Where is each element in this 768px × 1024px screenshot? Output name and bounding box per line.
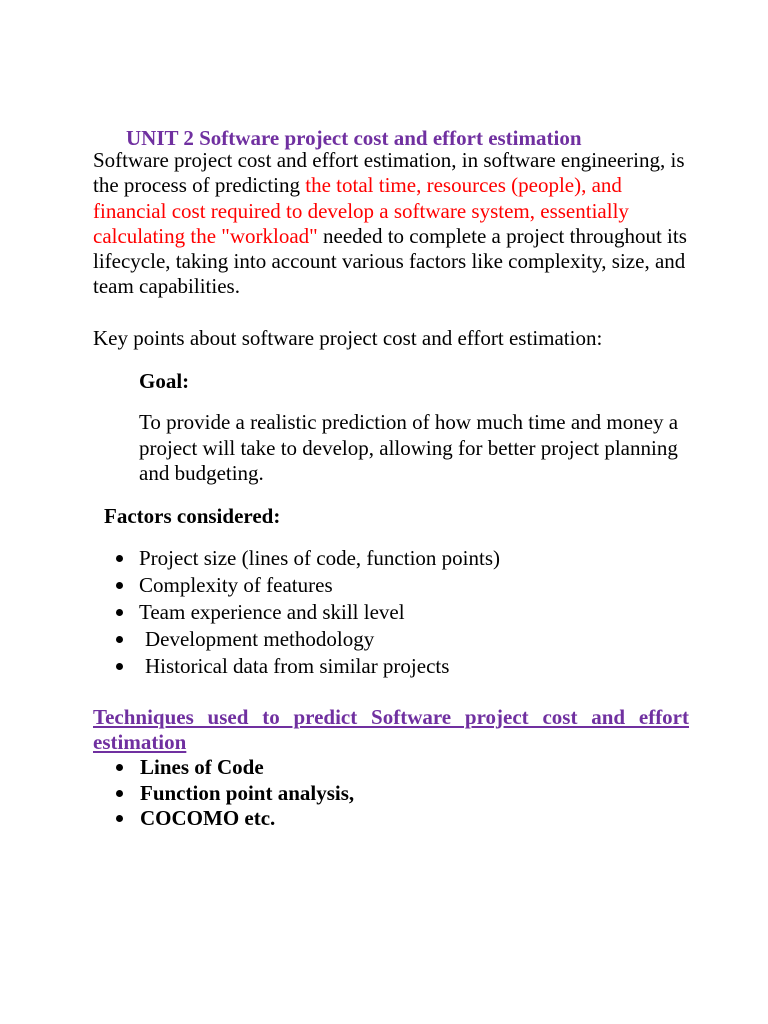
bullet-icon bbox=[116, 815, 123, 822]
bullet-icon bbox=[116, 555, 123, 562]
list-item-text: Complexity of features bbox=[139, 573, 333, 597]
bullet-icon bbox=[116, 790, 123, 797]
list-item-text: Project size (lines of code, function points) bbox=[139, 546, 500, 570]
intro-text-end: needed to complete a project throughout its lifecycle, taking into account various factors like complexity, size, and team capabilities. bbox=[93, 223, 687, 299]
list-item-text: COCOMO etc. bbox=[140, 806, 276, 830]
bullet-icon bbox=[116, 764, 123, 771]
bullet-icon bbox=[116, 663, 123, 670]
list-item bbox=[0, 572, 768, 599]
factors-list bbox=[0, 545, 768, 680]
intro-paragraph bbox=[93, 148, 693, 300]
unit-title: UNIT 2 Software project cost and effort estimation bbox=[126, 126, 582, 150]
list-item bbox=[0, 545, 768, 572]
list-item-text: Team experience and skill level bbox=[139, 600, 405, 624]
key-points-line: Key points about software project cost and effort estimation: bbox=[93, 326, 603, 350]
list-item bbox=[0, 626, 768, 653]
list-item-text: Development methodology bbox=[145, 627, 375, 651]
bullet-icon bbox=[116, 609, 123, 616]
bullet-icon bbox=[116, 636, 123, 643]
techniques-heading: Techniques used to predict Software project cost and effort estimation bbox=[93, 705, 689, 754]
intro-text-start: Software project cost and effort estimation, in software engineering, is the process of predicting bbox=[93, 148, 685, 198]
list-item-text: Function point analysis, bbox=[140, 780, 355, 805]
list-item bbox=[0, 806, 768, 832]
list-item bbox=[0, 755, 768, 781]
bullet-icon bbox=[116, 582, 123, 589]
list-item bbox=[0, 781, 768, 807]
techniques-list bbox=[0, 755, 768, 832]
list-item bbox=[0, 653, 768, 680]
list-item-text: Lines of Code bbox=[140, 755, 264, 779]
factors-heading: Factors considered: bbox=[104, 504, 281, 528]
goal-text: To provide a realistic prediction of how much time and money a project will take to develop, allowing for better project planning and budgeting. bbox=[139, 410, 679, 485]
list-item bbox=[0, 599, 768, 626]
list-item-text: Historical data from similar projects bbox=[145, 654, 450, 678]
intro-highlight: the total time, resources (people), and financial cost required to develop a software system, essentially calculating the "workload" bbox=[93, 173, 629, 248]
goal-heading: Goal: bbox=[139, 369, 190, 393]
